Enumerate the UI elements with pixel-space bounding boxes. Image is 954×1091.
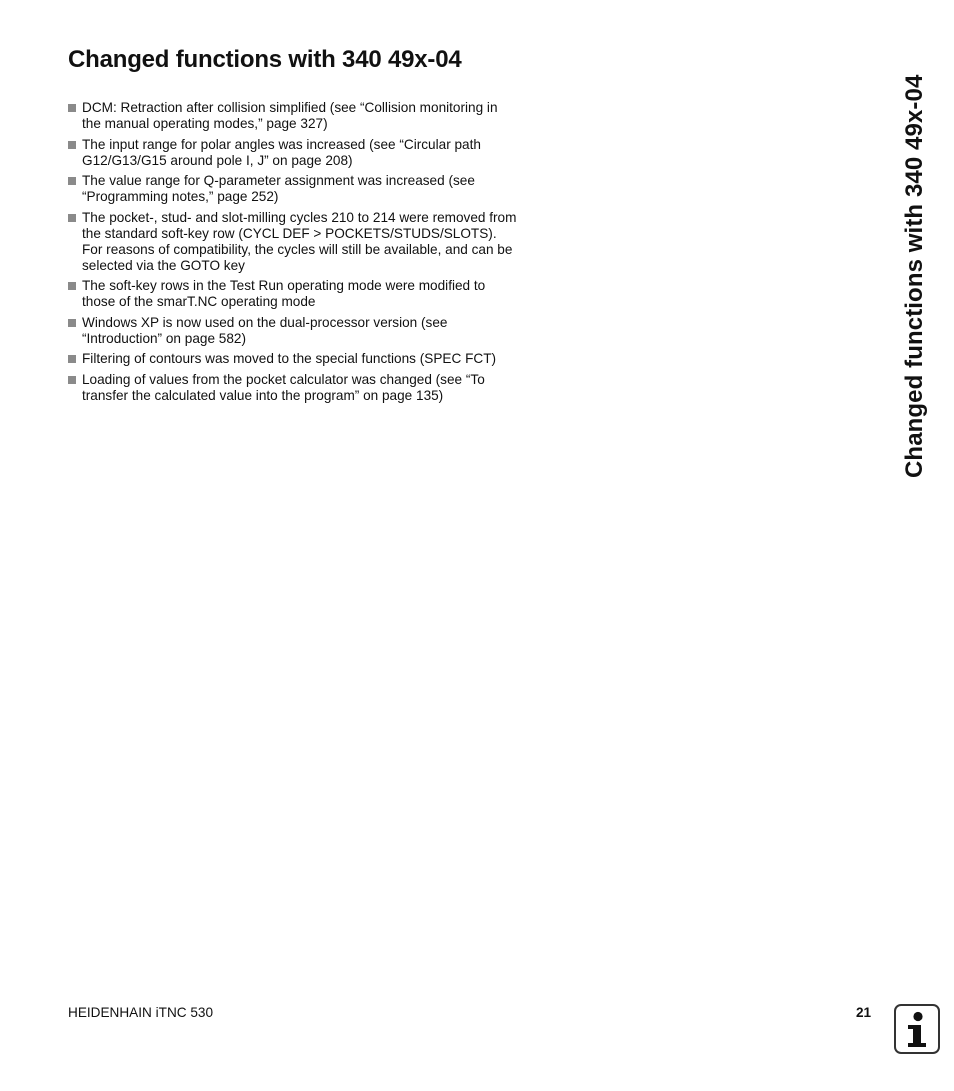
info-icon [894,1004,940,1054]
changes-list [68,100,518,408]
list-item-text: DCM: Retraction after collision simplified (see “Collision monitoring in the manual operating modes,” page 327) [82,100,498,131]
list-item [68,351,518,367]
square-bullet-icon [68,355,76,363]
square-bullet-icon [68,104,76,112]
list-item-text: The pocket-, stud- and slot-milling cycles 210 to 214 were removed from the standard soft-key row (CYCL DEF > POCKETS/STUDS/SLOTS). For reasons of compatibility, the cycles will still be available, and can be selected via the GOTO key [82,209,517,273]
square-bullet-icon [68,177,76,185]
page-title: Changed functions with 340 49x-04 [68,46,462,73]
list-item [68,137,518,169]
list-item [68,278,518,310]
list-item-text: Filtering of contours was moved to the special functions (SPEC FCT) [82,351,497,366]
list-item [68,372,518,404]
list-item-text: Loading of values from the pocket calculator was changed (see “To transfer the calculated value into the program” on page 135) [82,371,485,403]
list-item [68,173,518,205]
square-bullet-icon [68,141,76,149]
list-item-text: The input range for polar angles was increased (see “Circular path G12/G13/G15 around pole I, J” on page 208) [82,136,481,168]
list-item-text: The soft-key rows in the Test Run operating mode were modified to those of the smarT.NC operating mode [82,278,486,309]
side-chapter-title: Changed functions with 340 49x-04 [901,74,928,478]
list-item [68,315,518,347]
list-item-text: Windows XP is now used on the dual-processor version (see “Introduction” on page 582) [82,314,448,346]
square-bullet-icon [68,214,76,222]
square-bullet-icon [68,282,76,290]
list-item [68,100,518,132]
footer-product-name: HEIDENHAIN iTNC 530 [68,1005,214,1020]
page-number: 21 [856,1005,872,1020]
square-bullet-icon [68,319,76,327]
list-item-text: The value range for Q-parameter assignment was increased (see “Programming notes,” page 252) [82,173,475,204]
list-item [68,210,518,274]
square-bullet-icon [68,376,76,384]
